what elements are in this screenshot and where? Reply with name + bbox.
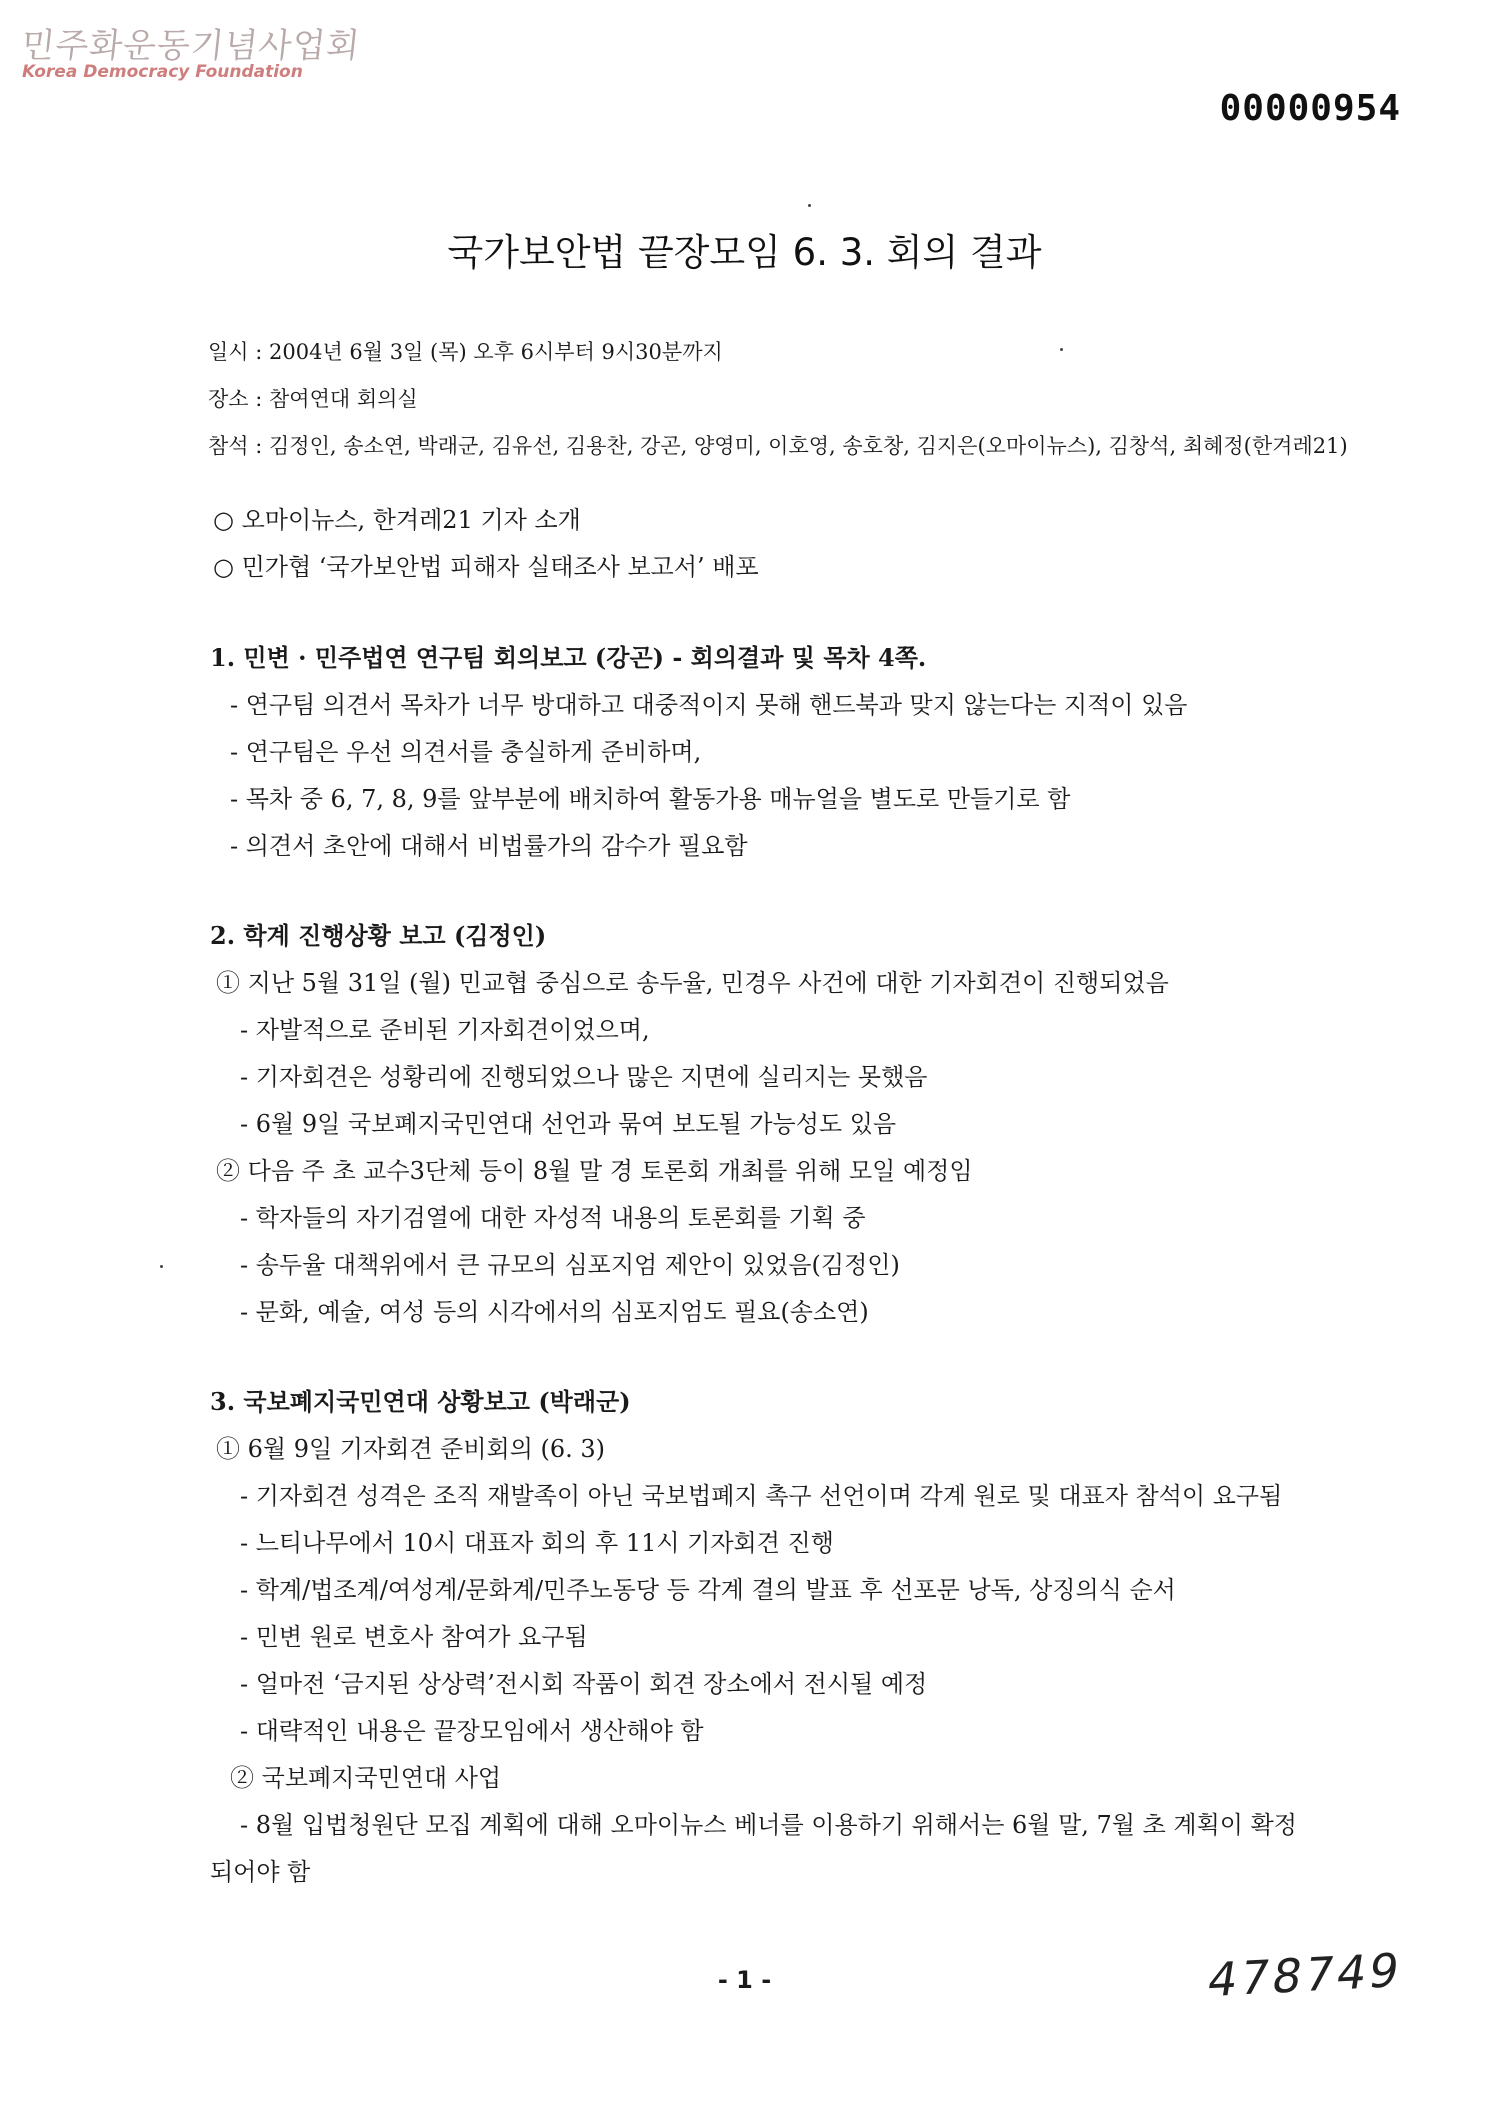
meta-datetime: 일시 : 2004년 6월 3일 (목) 오후 6시부터 9시30분까지 xyxy=(208,340,723,364)
section-line: - 느티나무에서 10시 대표자 회의 후 11시 기자회견 진행 xyxy=(240,1529,834,1557)
section-heading: 3. 국보폐지국민연대 상황보고 (박래군) xyxy=(210,1387,631,1416)
meeting-meta xyxy=(208,333,1348,474)
section-line: - 의견서 초안에 대해서 비법률가의 감수가 필요함 xyxy=(230,832,748,860)
section-line: - 자발적으로 준비된 기자회견이었으며, xyxy=(240,1016,650,1044)
section-line: - 송두율 대책위에서 큰 규모의 심포지엄 제안이 있었음(김정인) xyxy=(240,1251,900,1279)
intro-notes xyxy=(213,498,759,592)
section-line: - 기자회견 성격은 조직 재발족이 아닌 국보법폐지 촉구 선언이며 각계 원로 및 대표자 참석이 요구됨 xyxy=(240,1482,1283,1510)
section-2 xyxy=(210,914,1169,1337)
section-line: - 6월 9일 국보폐지국민연대 선언과 묶여 보도될 가능성도 있음 xyxy=(240,1110,897,1138)
section-line: - 문화, 예술, 여성 등의 시각에서의 심포지엄도 필요(송소연) xyxy=(240,1298,869,1326)
section-3 xyxy=(210,1380,1297,1897)
section-line: ① 지난 5월 31일 (월) 민교협 중심으로 송두율, 민경우 사건에 대한 기자회견이 진행되었음 xyxy=(216,969,1169,997)
section-line: - 학계/법조계/여성계/문화계/민주노동당 등 각계 결의 발표 후 선포문 낭독, 상징의식 순서 xyxy=(240,1576,1176,1604)
intro-item: ○ 민가협 ‘국가보안법 피해자 실태조사 보고서’ 배포 xyxy=(213,553,759,581)
section-line: - 기자회견은 성황리에 진행되었으나 많은 지면에 실리지는 못했음 xyxy=(240,1063,928,1091)
page-number: - 1 - xyxy=(717,1966,772,1994)
handwritten-number: 478749 xyxy=(1203,1942,1406,2008)
section-line: - 연구팀 의견서 목차가 너무 방대하고 대중적이지 못해 핸드북과 맞지 않는다는 지적이 있음 xyxy=(230,691,1188,719)
section-heading: 2. 학계 진행상황 보고 (김정인) xyxy=(210,921,547,950)
document-title: 국가보안법 끝장모임 6. 3. 회의 결과 xyxy=(447,231,1042,274)
meta-attendees: 참석 : 김정인, 송소연, 박래군, 김유선, 김용찬, 강곤, 양영미, 이호영, 송호창, 김지은(오마이뉴스), 김창석, 최혜정(한겨레21) xyxy=(208,434,1348,458)
section-line: - 8월 입법청원단 모집 계획에 대해 오마이뉴스 베너를 이용하기 위해서는 6월 말, 7월 초 계획이 확정 xyxy=(240,1811,1297,1839)
section-line: - 대략적인 내용은 끝장모임에서 생산해야 함 xyxy=(240,1717,704,1745)
watermark-korean: 민주화운동기념사업회 xyxy=(19,26,363,66)
section-line: ② 국보폐지국민연대 사업 xyxy=(230,1764,502,1792)
section-line: - 얼마전 ‘금지된 상상력’전시회 작품이 회견 장소에서 전시될 예정 xyxy=(240,1670,928,1698)
section-1 xyxy=(210,636,1187,871)
watermark-english: Korea Democracy Foundation xyxy=(22,62,303,82)
scan-speck xyxy=(160,1265,163,1268)
scan-speck xyxy=(808,204,811,207)
section-line: ② 다음 주 초 교수3단체 등이 8월 말 경 토론회 개최를 위해 모일 예정임 xyxy=(216,1157,973,1185)
section-line: 되어야 함 xyxy=(210,1858,311,1886)
intro-item: ○ 오마이뉴스, 한겨레21 기자 소개 xyxy=(213,506,581,534)
section-heading: 1. 민변 · 민주법연 연구팀 회의보고 (강곤) - 회의결과 및 목차 4쪽. xyxy=(210,643,927,672)
section-line: - 목차 중 6, 7, 8, 9를 앞부분에 배치하여 활동가용 매뉴얼을 별도로 만들기로 함 xyxy=(230,785,1071,813)
section-line: - 학자들의 자기검열에 대한 자성적 내용의 토론회를 기획 중 xyxy=(240,1204,866,1232)
section-line: - 연구팀은 우선 의견서를 충실하게 준비하며, xyxy=(230,738,702,766)
meta-location: 장소 : 참여연대 회의실 xyxy=(208,387,418,411)
document-number: 00000954 xyxy=(1219,88,1401,129)
scan-speck xyxy=(1060,348,1063,351)
section-line: - 민변 원로 변호사 참여가 요구됨 xyxy=(240,1623,588,1651)
section-line: ① 6월 9일 기자회견 준비회의 (6. 3) xyxy=(216,1435,606,1463)
